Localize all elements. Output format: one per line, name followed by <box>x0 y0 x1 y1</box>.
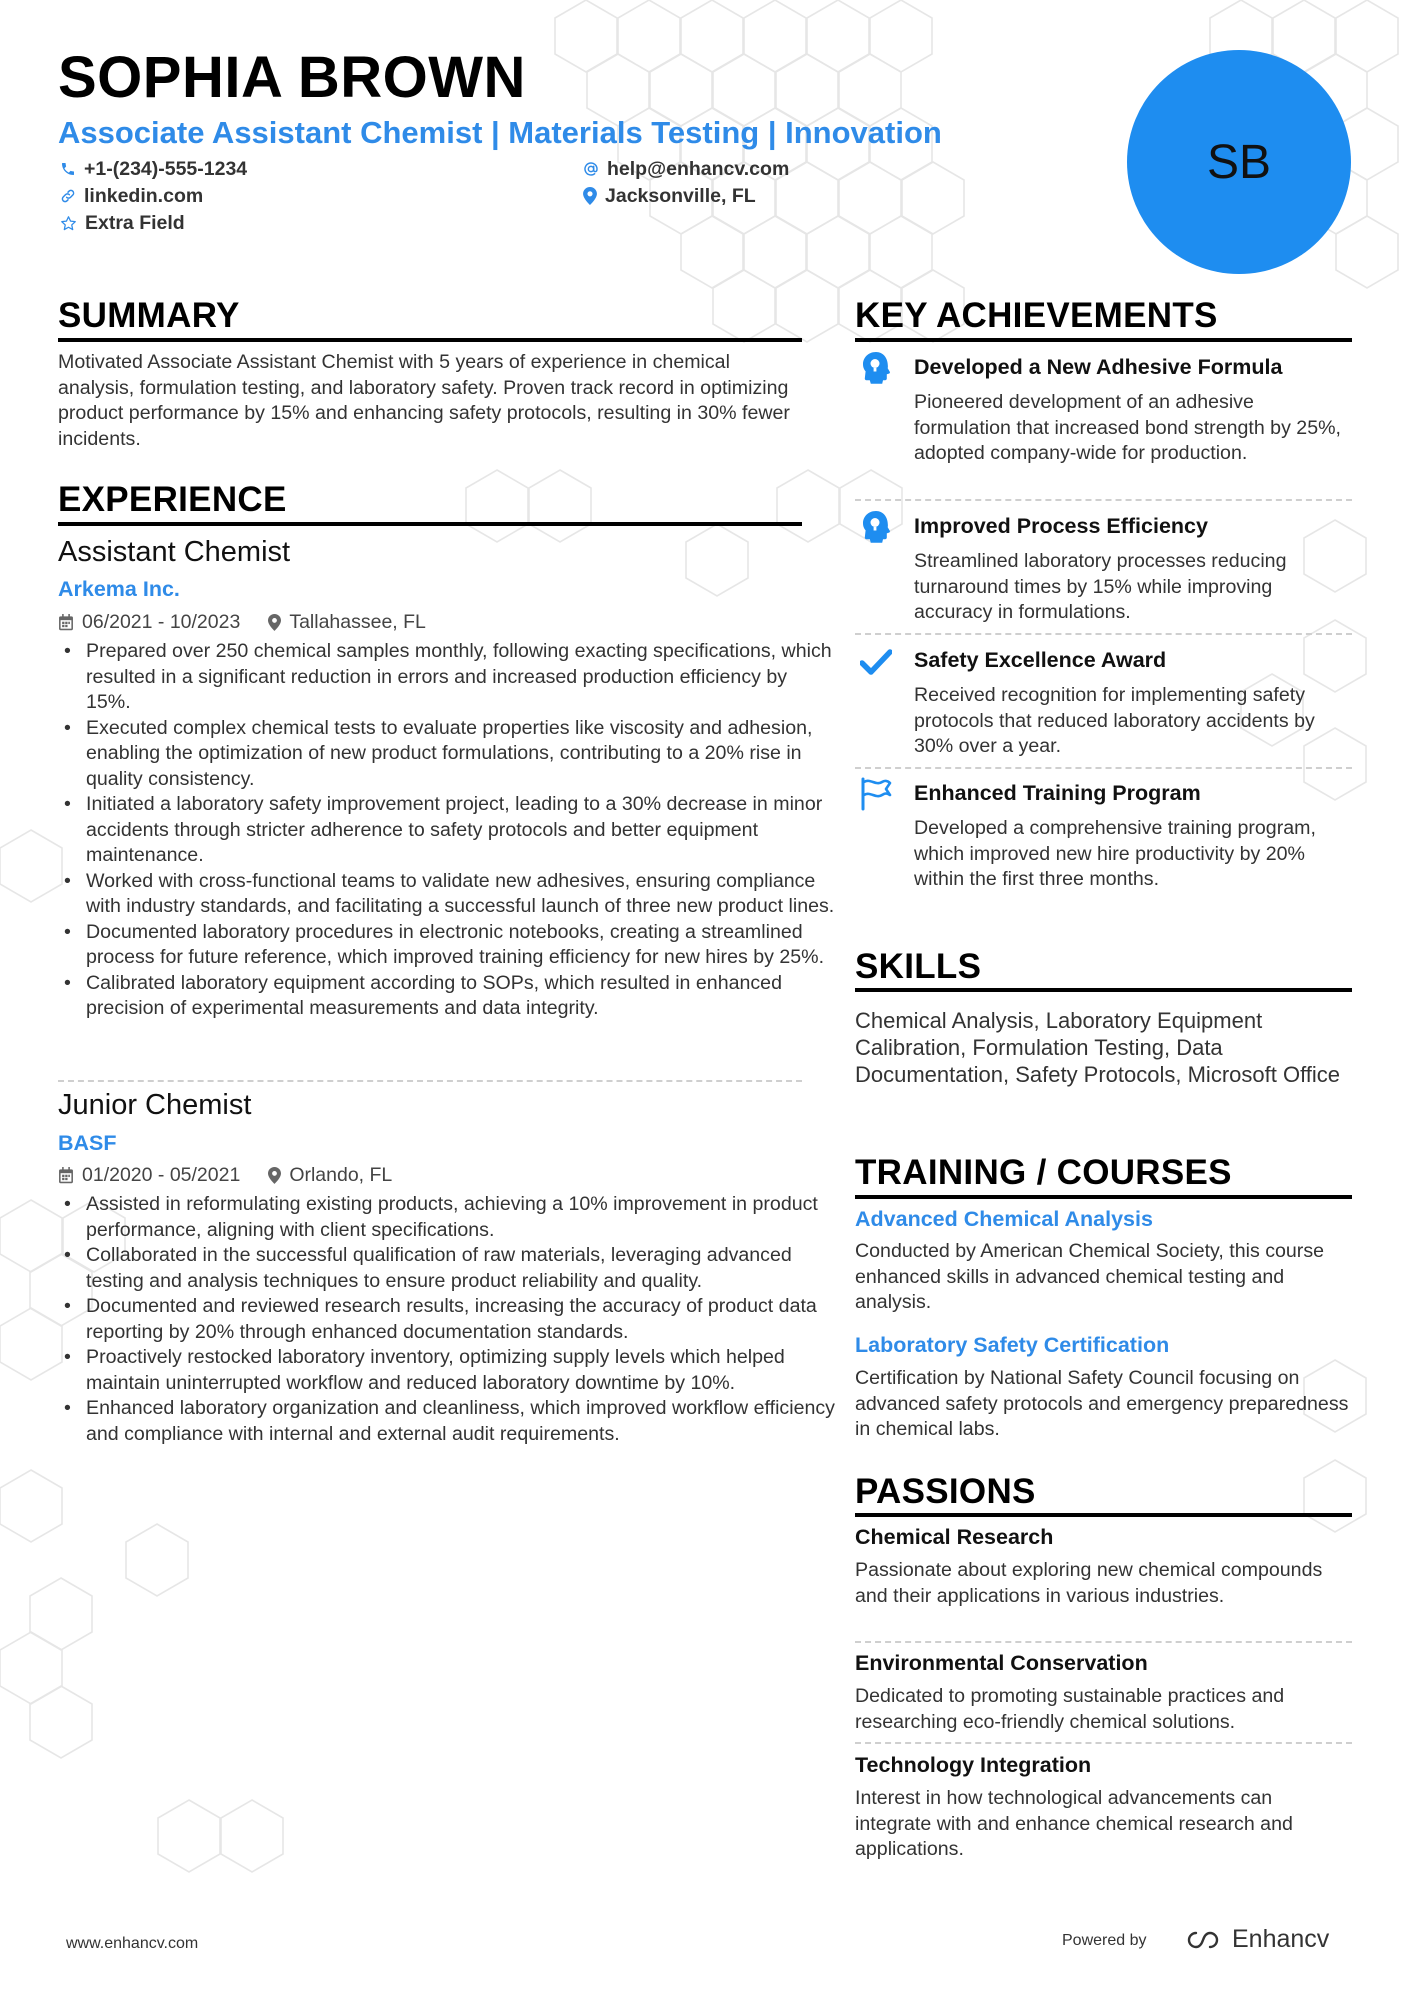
list-item: • Collaborated in the successful qualification of raw materials, leveraging advanced testing and analysis techniques to ensure product reliability and quality. <box>86 1243 836 1294</box>
enhancv-logo-icon <box>1180 1929 1224 1951</box>
summary-rule <box>58 338 802 342</box>
list-item: • Worked with cross-functional teams to validate new adhesives, ensuring compliance with industry standards, and facilitating a successful launch of three new product lines. <box>86 869 836 920</box>
skills-rule <box>855 988 1352 992</box>
location-pin-icon <box>268 1167 281 1184</box>
divider <box>855 1641 1352 1643</box>
summary-text: Motivated Associate Assistant Chemist with 5 years of experience in chemical analysis, formulation testing, and laboratory safety. Proven track record in optimizing product performance by 15% and enhancing safety protocols, resulting in 30% fewer incidents. <box>58 351 790 450</box>
passions-rule <box>855 1513 1352 1517</box>
calendar-icon <box>58 614 74 631</box>
achievement-title: Safety Excellence Award <box>914 648 1167 672</box>
checkmark-icon <box>858 644 894 680</box>
list-item: • Prepared over 250 chemical samples monthly, following exacting specifications, which resulted in a significant reduction in errors and increased production efficiency by 15%. <box>86 639 836 716</box>
contact-email[interactable] <box>583 157 789 181</box>
achievement-desc: Received recognition for implementing safety protocols that reduced laboratory accidents by 30% over a year. <box>914 684 1315 757</box>
contact-linkedin[interactable] <box>60 184 203 208</box>
divider <box>855 633 1352 635</box>
at-sign-icon <box>583 161 599 177</box>
flag-icon <box>858 776 894 812</box>
candidate-name: SOPHIA BROWN <box>58 45 526 110</box>
passion-title: Chemical Research <box>855 1525 1054 1549</box>
headline: Associate Assistant Chemist | Materials Testing | Innovation <box>58 115 942 150</box>
training-rule <box>855 1195 1352 1199</box>
course-desc: Certification by National Safety Council focusing on advanced safety protocols and emergency preparedness in chemical labs. <box>855 1367 1349 1440</box>
phone-text: +1-(234)-555-1234 <box>84 158 248 180</box>
company-name[interactable]: Arkema Inc. <box>58 577 180 601</box>
experience-rule <box>58 522 802 526</box>
company-name[interactable]: BASF <box>58 1131 117 1155</box>
list-item: • Initiated a laboratory safety improvement project, leading to a 30% decrease in minor accidents through stricter adherence to safety protocols and better equipment maintenance. <box>86 792 836 869</box>
location-pin-icon <box>583 187 597 205</box>
list-item: • Calibrated laboratory equipment according to SOPs, which resulted in enhanced precision of experimental measurements and data integrity. <box>86 971 836 1022</box>
passion-desc: Dedicated to promoting sustainable practices and researching eco-friendly chemical solutions. <box>855 1685 1285 1733</box>
achievements-heading: KEY ACHIEVEMENTS <box>855 296 1218 335</box>
enhancv-logo[interactable] <box>1180 1925 1329 1954</box>
powered-by-label: Powered by <box>1062 1932 1147 1949</box>
calendar-icon <box>58 1167 74 1184</box>
list-item: • Documented laboratory procedures in electronic notebooks, creating a streamlined process for future reference, which improved training efficiency for new hires by 25%. <box>86 920 836 971</box>
achievement-desc: Developed a comprehensive training program, which improved new hire productivity by 20% within the first three months. <box>914 817 1316 890</box>
linkedin-text: linkedin.com <box>84 185 204 207</box>
passions-heading: PASSIONS <box>855 1472 1036 1511</box>
job-dates: 06/2021 - 10/2023 <box>82 611 241 633</box>
job-meta <box>58 610 426 634</box>
contact-extra <box>60 211 185 235</box>
phone-icon <box>60 161 76 177</box>
achievement-title: Enhanced Training Program <box>914 781 1201 805</box>
passion-desc: Passionate about exploring new chemical compounds and their applications in various industries. <box>855 1559 1323 1607</box>
achievement-title: Improved Process Efficiency <box>914 514 1208 538</box>
lightbulb-head-icon <box>858 509 894 545</box>
experience-heading: EXPERIENCE <box>58 480 287 519</box>
job-location: Orlando, FL <box>289 1164 393 1186</box>
course-title[interactable]: Advanced Chemical Analysis <box>855 1207 1153 1231</box>
job-bullets <box>58 1192 836 1447</box>
email-text: help@enhancv.com <box>607 158 790 180</box>
list-item: • Enhanced laboratory organization and cleanliness, which improved workflow efficiency and compliance with internal and external audit requirements. <box>86 1396 836 1447</box>
extra-field-text: Extra Field <box>85 212 185 234</box>
passion-desc: Interest in how technological advancements can integrate with and enhance chemical research and applications. <box>855 1787 1293 1860</box>
location-pin-icon <box>268 614 281 631</box>
job-bullets <box>58 639 836 1022</box>
list-item: • Documented and reviewed research results, increasing the accuracy of product data reporting by 20% through enhanced documentation standards. <box>86 1294 836 1345</box>
link-icon <box>60 188 76 204</box>
job-location: Tallahassee, FL <box>289 611 426 633</box>
achievement-desc: Streamlined laboratory processes reducing turnaround times by 15% while improving accuracy in formulations. <box>914 550 1287 623</box>
divider <box>855 499 1352 501</box>
divider <box>855 1742 1352 1744</box>
achievement-title: Developed a New Adhesive Formula <box>914 355 1283 379</box>
job-dates: 01/2020 - 05/2021 <box>82 1164 241 1186</box>
passion-title: Technology Integration <box>855 1753 1092 1777</box>
contact-phone[interactable] <box>60 157 247 181</box>
lightbulb-head-icon <box>858 350 894 386</box>
summary-heading: SUMMARY <box>58 296 240 335</box>
course-desc: Conducted by American Chemical Society, this course enhanced skills in advanced chemical testing and analysis. <box>855 1240 1325 1313</box>
skills-heading: SKILLS <box>855 947 982 986</box>
job-meta <box>58 1163 392 1187</box>
passion-title: Environmental Conservation <box>855 1651 1148 1675</box>
training-heading: TRAINING / COURSES <box>855 1153 1232 1192</box>
divider <box>855 767 1352 769</box>
achievement-desc: Pioneered development of an adhesive formulation that increased bond strength by 25%, adopted company-wide for production. <box>914 391 1341 464</box>
job-title: Junior Chemist <box>58 1089 252 1121</box>
location-text: Jacksonville, FL <box>605 185 756 207</box>
star-icon <box>60 215 77 232</box>
avatar-initials: SB <box>1206 135 1272 189</box>
job-title: Assistant Chemist <box>58 536 291 568</box>
brand-text: Enhancv <box>1232 1925 1330 1953</box>
divider <box>58 1080 802 1082</box>
achievements-rule <box>855 338 1352 342</box>
footer-url[interactable]: www.enhancv.com <box>66 1935 199 1952</box>
contact-location <box>583 184 756 208</box>
course-title[interactable]: Laboratory Safety Certification <box>855 1333 1170 1357</box>
list-item: • Assisted in reformulating existing products, achieving a 10% improvement in product performance, aligning with client specifications. <box>86 1192 836 1243</box>
avatar <box>1127 50 1351 274</box>
skills-text: Chemical Analysis, Laboratory Equipment Calibration, Formulation Testing, Data Documentation, Safety Protocols, Microsoft Office <box>855 1008 1341 1087</box>
list-item: • Executed complex chemical tests to evaluate properties like viscosity and adhesion, enabling the optimization of new product formulations, contributing to a 20% rise in quality consistency. <box>86 716 836 793</box>
list-item: • Proactively restocked laboratory inventory, optimizing supply levels which helped maintain uninterrupted workflow and reduced laboratory downtime by 10%. <box>86 1345 836 1396</box>
